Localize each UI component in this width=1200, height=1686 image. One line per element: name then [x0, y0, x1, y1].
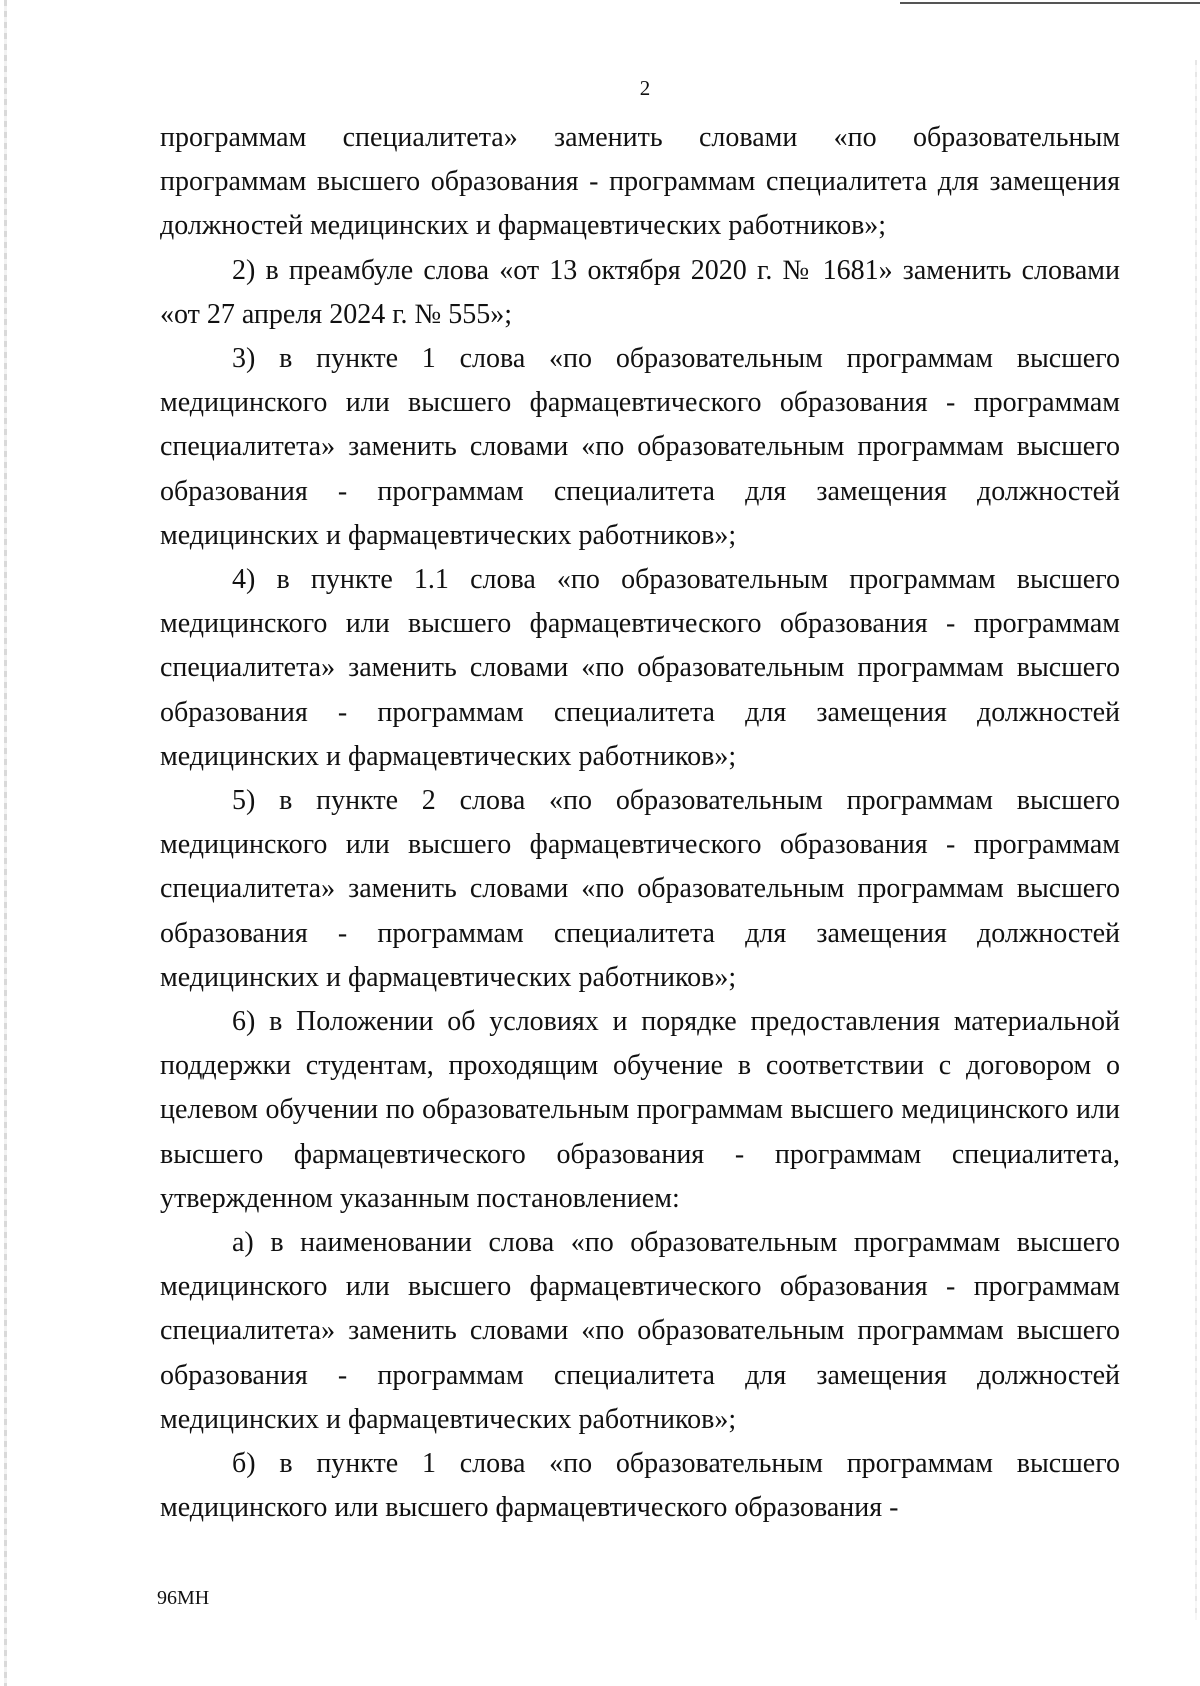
footer-document-code: 96МН [157, 1587, 210, 1609]
document-body [160, 116, 1120, 1531]
paragraph-item-3: 3) в пункте 1 слова «по образовательным программам высшего медицинского или высшего фармацевтического образования - программам специалитета» заменить словами «по образовательным программам высшего образования - программам специалитета для замещения должностей медицинских и фармацевтических работников»; [160, 343, 1120, 551]
paragraph-item-4: 4) в пункте 1.1 слова «по образовательным программам высшего медицинского или высшего фармацевтического образования - программам специалитета» заменить словами «по образовательным программам высшего образования - программам специалитета для замещения должностей медицинских и фармацевтических работников»; [160, 564, 1120, 772]
paragraph-item-2: 2) в преамбуле слова «от 13 октября 2020 г. № 1681» заменить словами «от 27 апреля 2024 г. № 555»; [160, 254, 1120, 330]
scan-edge-left [4, 0, 7, 1686]
paragraph-item-b: б) в пункте 1 слова «по образовательным программам высшего медицинского или высшего фармацевтического образования - [160, 1448, 1120, 1524]
scan-edge-right [1195, 60, 1197, 1620]
paragraph-item-5: 5) в пункте 2 слова «по образовательным программам высшего медицинского или высшего фармацевтического образования - программам специалитета» заменить словами «по образовательным программам высшего образования - программам специалитета для замещения должностей медицинских и фармацевтических работников»; [160, 785, 1120, 993]
scan-top-line [900, 2, 1200, 4]
paragraph-item-a: а) в наименовании слова «по образовательным программам высшего медицинского или высшего фармацевтического образования - программам специалитета» заменить словами «по образовательным программам высшего образования - программам специалитета для замещения должностей медицинских и фармацевтических работников»; [160, 1227, 1120, 1435]
paragraph-item-6: 6) в Положении об условиях и порядке предоставления материальной поддержки студентам, проходящим обучение в соответствии с договором о целевом обучении по образовательным программам высшего медицинского или высшего фармацевтического образования - программам специалитета, утвержденном указанным постановлением: [160, 1006, 1120, 1214]
paragraph-continuation: программам специалитета» заменить словами «по образовательным программам высшего образования - программам специалитета для замещения должностей медицинских и фармацевтических работников»; [160, 122, 1120, 242]
page-number: 2 [639, 76, 651, 100]
